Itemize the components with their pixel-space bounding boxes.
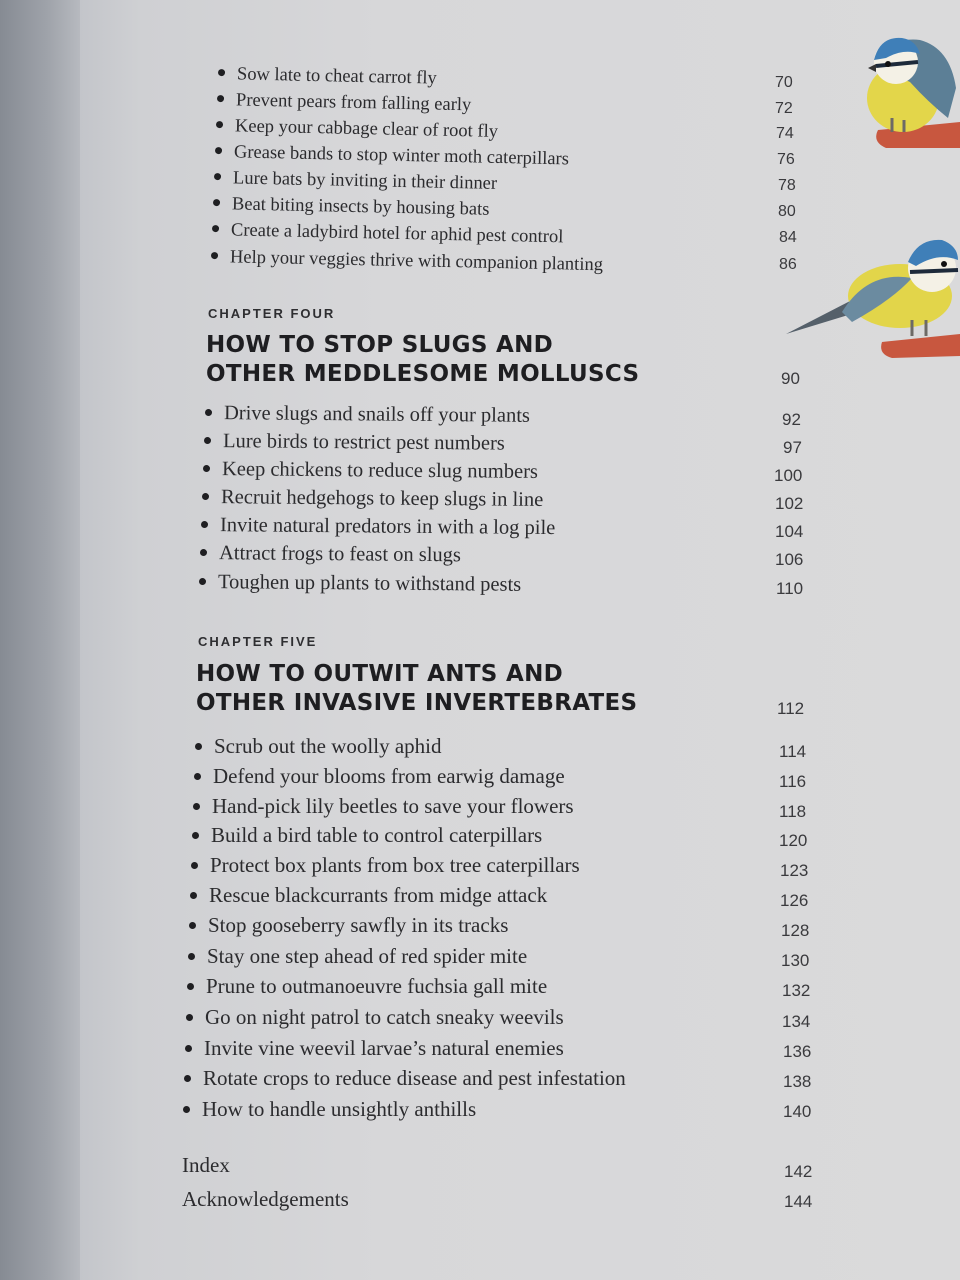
entry-title: Keep your cabbage clear of root fly [234,116,499,142]
entry-title: Toughen up plants to withstand pests [217,571,522,596]
bullet-icon [191,862,198,869]
toc-entry[interactable] [187,974,547,999]
toc-entry[interactable] [200,542,461,567]
toc-entry[interactable] [215,142,569,170]
page-number: 106 [775,550,804,569]
toc-entry[interactable] [203,458,538,484]
chapter-title-line: HOW TO STOP SLUGS AND [206,332,554,358]
toc-entry[interactable] [201,514,555,540]
page-number: 126 [780,891,809,910]
page-number: 110 [776,579,804,598]
page-number: 132 [782,981,811,1000]
bullet-icon [205,409,212,416]
toc-entry[interactable] [202,486,543,512]
entry-title: Prevent pears from falling early [235,90,472,116]
entry-title: Drive slugs and snails off your plants [223,402,531,427]
bullet-icon [213,199,220,206]
bullet-icon [216,121,223,128]
toc-entry[interactable] [191,853,580,878]
toc-entry[interactable] [183,1097,476,1122]
page-number: 97 [783,438,802,457]
bullet-icon [186,1014,193,1021]
entry-title: Invite natural predators in with a log pile [219,514,556,540]
toc-entry[interactable] [217,90,472,116]
toc-entry[interactable] [213,194,490,221]
page-number: 102 [775,494,804,513]
page-number: 78 [778,177,796,194]
page-number: 123 [780,861,809,880]
chapter-title-line: HOW TO OUTWIT ANTS AND [196,661,564,687]
bullet-icon [188,953,195,960]
entry-title: Create a ladybird hotel for aphid pest control [230,220,564,248]
bullet-icon [190,892,197,899]
page-number: 120 [779,831,808,850]
page-number: 114 [779,742,807,761]
bullet-icon [187,983,194,990]
bullet-icon [199,578,206,585]
bullet-icon [183,1106,190,1113]
bullet-icon [211,252,218,259]
entry-title: Grease bands to stop winter moth caterpillars [233,142,570,170]
bullet-icon [189,922,196,929]
bullet-icon [202,493,209,500]
page-number: 136 [783,1042,812,1061]
bullet-icon [184,1075,191,1082]
bullet-icon [217,95,224,102]
toc-entry[interactable] [212,220,564,248]
bullet-icon [194,773,201,780]
toc-entry[interactable] [190,883,547,908]
toc-entry[interactable] [194,764,565,789]
toc-entry[interactable] [192,823,542,848]
page-number: 144 [784,1192,813,1211]
toc-entry[interactable] [205,402,530,428]
bullet-icon [212,225,219,232]
page-number: 100 [774,466,803,485]
bullet-icon [203,465,210,472]
toc-entry[interactable] [186,1005,564,1030]
entry-title: Lure bats by inviting in their dinner [232,168,498,194]
chapter-title-line: OTHER INVASIVE INVERTEBRATES [196,690,638,716]
bullet-icon [214,173,221,180]
chapter-title-line: OTHER MEDDLESOME MOLLUSCS [206,361,640,387]
chapter-title[interactable] [206,331,639,389]
bullet-icon [218,69,225,76]
toc-entry[interactable] [216,116,498,143]
toc-entry[interactable] [211,247,603,276]
bullet-icon [195,743,202,750]
page-number: 74 [776,125,794,142]
page-number: 92 [782,410,801,429]
page-number: 72 [775,100,793,117]
bullet-icon [193,803,200,810]
entry-title: Defend your blooms from earwig damage [213,764,565,788]
page-number: 118 [779,802,807,821]
index-entry[interactable]: Index [182,1153,230,1177]
bullet-icon [200,549,207,556]
toc-entry[interactable] [199,571,521,597]
entry-title: Stay one step ahead of red spider mite [207,944,528,968]
page-number: 140 [783,1102,812,1121]
toc-entry[interactable] [218,64,437,90]
entry-title: Build a bird table to control caterpillars [211,823,543,847]
toc-entry[interactable] [195,734,441,759]
entry-title: Lure birds to restrict pest numbers [222,430,505,455]
page-number: 138 [783,1072,812,1091]
entry-title: Keep chickens to reduce slug numbers [221,458,539,483]
entry-title: Protect box plants from box tree caterpillars [210,853,580,877]
page-number: 70 [775,74,793,91]
entry-title: Rescue blackcurrants from midge attack [209,883,548,907]
toc-entry[interactable] [189,913,508,938]
acknowledgements-entry[interactable]: Acknowledgements [182,1187,349,1211]
chapter-label: CHAPTER FOUR [208,306,336,321]
page-number: 116 [779,772,807,791]
page-number: 76 [777,151,795,168]
entry-title: Hand-pick lily beetles to save your flowers [212,794,574,818]
page-number: 130 [781,951,810,970]
toc-entry[interactable] [184,1066,626,1091]
entry-title: How to handle unsightly anthills [202,1097,477,1121]
chapter-title[interactable] [196,660,637,718]
toc-entry[interactable] [204,430,505,456]
page-number: 134 [782,1012,811,1031]
page-number: 84 [779,229,797,246]
page-number: 128 [781,921,810,940]
page-number: 104 [775,522,804,541]
page-number: 80 [778,203,796,220]
entry-title: Stop gooseberry sawfly in its tracks [208,913,509,937]
page-number: 112 [777,699,805,718]
entry-title: Invite vine weevil larvae’s natural enemies [204,1036,564,1060]
entry-title: Attract frogs to feast on slugs [218,542,462,567]
bullet-icon [215,147,222,154]
entry-title: Recruit hedgehogs to keep slugs in line [220,486,544,511]
bullet-icon [192,832,199,839]
entry-title: Sow late to cheat carrot fly [236,64,438,89]
toc-entry[interactable] [214,168,497,195]
chapter-label: CHAPTER FIVE [198,634,318,649]
toc-entry[interactable] [185,1036,564,1061]
toc-entry[interactable] [188,944,527,969]
entry-title: Prune to outmanoeuvre fuchsia gall mite [206,974,548,998]
bullet-icon [201,521,208,528]
page-number: 86 [779,256,797,273]
bullet-icon [185,1045,192,1052]
entry-title: Help your veggies thrive with companion planting [229,247,604,276]
entry-title: Rotate crops to reduce disease and pest infestation [203,1066,626,1090]
page-number: 90 [781,369,800,388]
page-number: 142 [784,1162,813,1181]
toc-entry[interactable] [193,794,574,819]
entry-title: Scrub out the woolly aphid [214,734,442,758]
entry-title: Go on night patrol to catch sneaky weevils [205,1005,564,1029]
entry-title: Beat biting insects by housing bats [231,194,490,220]
bullet-icon [204,437,211,444]
